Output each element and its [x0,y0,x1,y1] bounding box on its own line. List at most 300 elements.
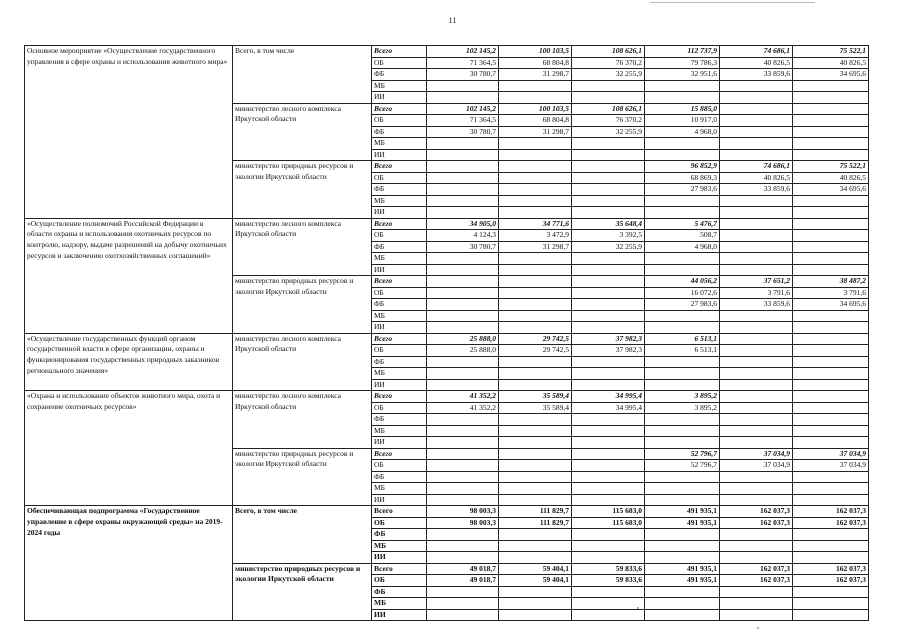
amount-cell: 31 298,7 [499,241,572,253]
amount-cell [427,195,499,207]
amount-cell: 29 742,5 [499,345,572,357]
funding-source: ОБ [372,460,427,472]
funding-source: ОБ [372,402,427,414]
amount-cell [572,471,645,483]
amount-cell: 3 472,9 [499,230,572,242]
amount-cell [793,333,869,345]
amount-cell [572,287,645,299]
amount-cell [499,471,572,483]
amount-cell: 59 833,6 [572,575,645,587]
amount-cell [572,379,645,391]
amount-cell [572,322,645,334]
funding-source: ФБ [372,529,427,541]
amount-cell: 15 885,0 [645,103,720,115]
amount-cell: 34 905,0 [427,218,499,230]
funding-source: МБ [372,253,427,265]
amount-cell [720,483,793,495]
funding-source: ИИ [372,609,427,621]
measure-name: «Осуществление полномочий Российской Федерации в области охраны и использования охотничьих ресурсов по контролю, надзору, выдаче разрешений на добычу охотничьих ресурсов и заключению охотхозяйственных соглашений» [25,218,233,333]
executor-name: министерство лесного комплекса Иркутской области [233,218,372,276]
amount-cell [499,195,572,207]
amount-cell: 96 852,9 [645,161,720,173]
amount-cell: 75 522,1 [793,161,869,173]
amount-cell [427,529,499,541]
funding-source: МБ [372,368,427,380]
amount-cell [427,172,499,184]
executor-name: министерство природных ресурсов и экологии Иркутской области [233,276,372,334]
amount-cell: 162 037,3 [793,575,869,587]
amount-cell [720,356,793,368]
amount-cell [572,540,645,552]
amount-cell [793,241,869,253]
executor-name: министерство лесного комплекса Иркутской области [233,391,372,449]
amount-cell [427,356,499,368]
amount-cell: 37 034,9 [720,460,793,472]
amount-cell [793,391,869,403]
amount-cell [427,253,499,265]
amount-cell [572,264,645,276]
funding-source: ФБ [372,471,427,483]
amount-cell: 37 982,3 [572,333,645,345]
funding-source: ОБ [372,172,427,184]
amount-cell [499,483,572,495]
amount-cell: 40 826,5 [793,57,869,69]
amount-cell [499,425,572,437]
funding-source: МБ [372,310,427,322]
amount-cell [427,149,499,161]
amount-cell: 10 917,0 [645,115,720,127]
amount-cell: 33 859,6 [720,69,793,81]
funding-source: Всего [372,506,427,518]
amount-cell [499,609,572,621]
amount-cell [645,310,720,322]
amount-cell [427,310,499,322]
amount-cell [720,310,793,322]
amount-cell: 27 983,6 [645,299,720,311]
funding-source: ИИ [372,207,427,219]
amount-cell: 41 352,2 [427,391,499,403]
amount-cell [427,552,499,564]
executor-name: министерство лесного комплекса Иркутской области [233,333,372,391]
amount-cell [427,379,499,391]
amount-cell [427,299,499,311]
amount-cell [499,448,572,460]
amount-cell [572,149,645,161]
funding-source: МБ [372,425,427,437]
funding-source: МБ [372,138,427,150]
amount-cell [645,483,720,495]
amount-cell [645,414,720,426]
amount-cell: 30 780,7 [427,126,499,138]
amount-cell [793,230,869,242]
funding-source: Всего [372,218,427,230]
amount-cell [720,264,793,276]
amount-cell [499,598,572,610]
amount-cell: 98 003,3 [427,506,499,518]
amount-cell [720,253,793,265]
amount-cell: 76 370,2 [572,115,645,127]
amount-cell: 34 771,6 [499,218,572,230]
funding-source: ИИ [372,437,427,449]
amount-cell [572,448,645,460]
amount-cell [499,207,572,219]
table-row [25,46,869,58]
amount-cell [499,299,572,311]
amount-cell [572,586,645,598]
amount-cell [572,276,645,288]
amount-cell [499,540,572,552]
executor-name: Всего, в том числе [233,46,372,104]
amount-cell [645,92,720,104]
amount-cell [720,540,793,552]
funding-source: МБ [372,195,427,207]
amount-cell [720,322,793,334]
amount-cell: 3 791,6 [793,287,869,299]
funding-source: ИИ [372,322,427,334]
page-number: 11 [448,16,457,25]
funding-source: ИИ [372,552,427,564]
funding-source: ИИ [372,379,427,391]
amount-cell [499,310,572,322]
amount-cell [720,345,793,357]
amount-cell [499,460,572,472]
amount-cell [645,529,720,541]
amount-cell [572,172,645,184]
amount-cell [793,103,869,115]
amount-cell: 3 895,2 [645,391,720,403]
measure-name: «Осуществление государственных функций органом государственной власти в сфере организации, охраны и функционирования государственных природных заказников регионального значения» [25,333,233,391]
amount-cell [720,115,793,127]
amount-cell [720,103,793,115]
budget-table [24,45,869,621]
amount-cell [645,552,720,564]
amount-cell [645,356,720,368]
funding-source: ФБ [372,586,427,598]
amount-cell: 6 513,1 [645,345,720,357]
amount-cell [720,241,793,253]
amount-cell [499,80,572,92]
amount-cell [499,437,572,449]
amount-cell: 32 951,6 [645,69,720,81]
amount-cell [720,126,793,138]
amount-cell: 52 796,7 [645,460,720,472]
amount-cell [720,80,793,92]
amount-cell: 5 476,7 [645,218,720,230]
amount-cell [793,218,869,230]
amount-cell [572,552,645,564]
amount-cell [572,299,645,311]
amount-cell: 102 145,2 [427,103,499,115]
amount-cell [645,586,720,598]
amount-cell: 112 737,9 [645,46,720,58]
amount-cell [572,138,645,150]
amount-cell [793,126,869,138]
top-rule [650,2,815,3]
amount-cell [499,356,572,368]
amount-cell: 31 298,7 [499,126,572,138]
amount-cell: 98 003,3 [427,517,499,529]
amount-cell [793,402,869,414]
funding-source: Всего [372,391,427,403]
amount-cell [793,529,869,541]
amount-cell: 52 796,7 [645,448,720,460]
amount-cell [499,149,572,161]
amount-cell [499,552,572,564]
amount-cell [427,460,499,472]
amount-cell [793,586,869,598]
amount-cell [499,264,572,276]
amount-cell [793,437,869,449]
scan-speck [757,627,759,629]
amount-cell [793,471,869,483]
funding-source: ОБ [372,287,427,299]
amount-cell [645,425,720,437]
amount-cell: 33 859,6 [720,299,793,311]
amount-cell [427,368,499,380]
funding-source: Всего [372,448,427,460]
amount-cell: 16 072,6 [645,287,720,299]
amount-cell: 75 522,1 [793,46,869,58]
amount-cell [720,552,793,564]
funding-source: ФБ [372,241,427,253]
amount-cell [645,471,720,483]
amount-cell [499,276,572,288]
amount-cell [720,138,793,150]
amount-cell: 34 695,6 [793,299,869,311]
amount-cell: 59 833,6 [572,563,645,575]
amount-cell [793,195,869,207]
amount-cell [427,609,499,621]
amount-cell: 6 513,1 [645,333,720,345]
amount-cell [793,368,869,380]
amount-cell: 68 869,3 [645,172,720,184]
amount-cell [645,437,720,449]
amount-cell [427,437,499,449]
amount-cell [645,195,720,207]
amount-cell [499,494,572,506]
amount-cell: 162 037,3 [793,517,869,529]
amount-cell [572,529,645,541]
amount-cell: 108 626,1 [572,46,645,58]
amount-cell [572,483,645,495]
amount-cell: 162 037,3 [793,506,869,518]
amount-cell [572,310,645,322]
amount-cell [645,609,720,621]
funding-source: ОБ [372,57,427,69]
amount-cell: 162 037,3 [720,575,793,587]
funding-source: ФБ [372,184,427,196]
amount-cell [645,149,720,161]
amount-cell: 162 037,3 [720,517,793,529]
table-row [25,391,869,403]
funding-source: ФБ [372,126,427,138]
amount-cell: 4 968,0 [645,241,720,253]
amount-cell [572,195,645,207]
table-row [25,333,869,345]
amount-cell: 71 364,5 [427,57,499,69]
amount-cell [793,322,869,334]
amount-cell [793,483,869,495]
amount-cell: 25 888,0 [427,333,499,345]
amount-cell [793,425,869,437]
amount-cell: 76 370,2 [572,57,645,69]
amount-cell [427,322,499,334]
executor-name: министерство природных ресурсов и экологии Иркутской области [233,161,372,219]
amount-cell [499,92,572,104]
funding-source: ОБ [372,230,427,242]
amount-cell: 68 804,8 [499,115,572,127]
amount-cell [793,207,869,219]
amount-cell: 35 648,4 [572,218,645,230]
amount-cell [572,414,645,426]
amount-cell [793,494,869,506]
funding-source: МБ [372,540,427,552]
amount-cell [499,322,572,334]
amount-cell: 491 935,1 [645,575,720,587]
funding-source: МБ [372,80,427,92]
amount-cell: 32 255,9 [572,241,645,253]
amount-cell: 162 037,3 [720,506,793,518]
amount-cell [720,379,793,391]
amount-cell [572,609,645,621]
amount-cell: 79 786,3 [645,57,720,69]
amount-cell [499,184,572,196]
amount-cell [793,345,869,357]
amount-cell: 108 626,1 [572,103,645,115]
amount-cell [427,207,499,219]
amount-cell: 32 255,9 [572,126,645,138]
amount-cell [572,494,645,506]
amount-cell: 59 404,1 [499,563,572,575]
amount-cell [720,529,793,541]
amount-cell: 74 686,1 [720,46,793,58]
amount-cell [427,276,499,288]
amount-cell [427,184,499,196]
funding-source: МБ [372,483,427,495]
amount-cell [427,598,499,610]
amount-cell [645,207,720,219]
amount-cell [720,230,793,242]
amount-cell: 491 935,1 [645,563,720,575]
funding-source: ОБ [372,575,427,587]
amount-cell [793,80,869,92]
amount-cell: 4 124,3 [427,230,499,242]
amount-cell: 71 364,5 [427,115,499,127]
amount-cell [645,379,720,391]
amount-cell [793,138,869,150]
amount-cell [645,264,720,276]
amount-cell [499,414,572,426]
funding-source: ИИ [372,149,427,161]
amount-cell [572,161,645,173]
amount-cell [720,586,793,598]
funding-source: ОБ [372,345,427,357]
amount-cell [793,552,869,564]
amount-cell: 49 018,7 [427,575,499,587]
funding-source: ОБ [372,115,427,127]
amount-cell: 34 995,4 [572,402,645,414]
amount-cell [572,253,645,265]
amount-cell [720,609,793,621]
amount-cell [572,460,645,472]
amount-cell: 102 145,2 [427,46,499,58]
amount-cell [720,391,793,403]
amount-cell [572,425,645,437]
amount-cell [645,598,720,610]
amount-cell [499,161,572,173]
amount-cell: 508,7 [645,230,720,242]
amount-cell: 44 056,2 [645,276,720,288]
funding-source: МБ [372,598,427,610]
amount-cell: 34 695,6 [793,69,869,81]
amount-cell [499,529,572,541]
amount-cell: 68 804,8 [499,57,572,69]
amount-cell [499,138,572,150]
amount-cell: 162 037,3 [720,563,793,575]
funding-source: ОБ [372,517,427,529]
amount-cell [645,253,720,265]
amount-cell [427,483,499,495]
amount-cell [720,218,793,230]
amount-cell: 41 352,2 [427,402,499,414]
amount-cell [572,356,645,368]
amount-cell [572,598,645,610]
amount-cell [572,207,645,219]
amount-cell: 32 255,9 [572,69,645,81]
amount-cell [427,414,499,426]
amount-cell [499,172,572,184]
table-row [25,506,869,518]
amount-cell: 35 589,4 [499,391,572,403]
amount-cell [793,92,869,104]
amount-cell [645,540,720,552]
funding-source: Всего [372,103,427,115]
funding-source: ФБ [372,356,427,368]
executor-name: Всего, в том числе [233,506,372,564]
funding-source: Всего [372,276,427,288]
amount-cell: 37 982,3 [572,345,645,357]
amount-cell [427,425,499,437]
amount-cell: 111 829,7 [499,517,572,529]
amount-cell [427,161,499,173]
amount-cell [427,471,499,483]
amount-cell [793,598,869,610]
table-body [25,46,869,621]
funding-source: Всего [372,563,427,575]
amount-cell [645,494,720,506]
amount-cell [427,287,499,299]
amount-cell: 40 826,5 [720,57,793,69]
amount-cell: 491 935,1 [645,517,720,529]
amount-cell: 100 103,5 [499,103,572,115]
amount-cell [572,92,645,104]
amount-cell [645,368,720,380]
amount-cell [427,540,499,552]
amount-cell [645,80,720,92]
amount-cell: 30 780,7 [427,69,499,81]
amount-cell [793,379,869,391]
amount-cell [427,448,499,460]
amount-cell [793,149,869,161]
amount-cell: 40 826,5 [720,172,793,184]
amount-cell [499,586,572,598]
amount-cell [793,264,869,276]
measure-name: Обеспечивающая подпрограмма «Государственное управление в сфере охраны окружающей среды» на 2019-2024 годы [25,506,233,621]
executor-name: министерство природных ресурсов и экологии Иркутской области [233,563,372,621]
amount-cell: 111 829,7 [499,506,572,518]
amount-cell: 31 298,7 [499,69,572,81]
amount-cell [720,471,793,483]
